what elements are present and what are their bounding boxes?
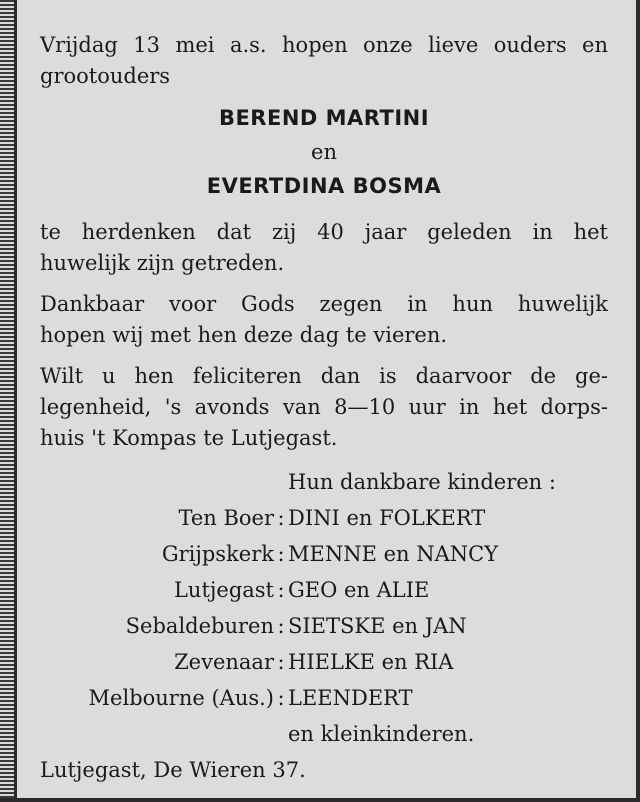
child-names: GEO en ALIE: [288, 578, 430, 602]
left-border-rule: [14, 0, 17, 802]
child-names: SIETSKE en JAN: [288, 614, 467, 638]
husband-name: BEREND MARTINI: [218, 106, 430, 130]
anniversary-paragraph: [40, 217, 608, 279]
child-place: Melbourne (Aus.): [88, 686, 274, 710]
reception-paragraph: [40, 361, 608, 454]
intro-line-2: grootouders: [40, 64, 171, 88]
child-colon: :: [277, 578, 285, 602]
list-item: [40, 572, 608, 608]
anniversary-line-1: te herdenken dat zij 40 jaar geleden in het: [40, 220, 608, 244]
child-colon: :: [277, 650, 285, 674]
couple-names: [40, 101, 608, 203]
address-line: Lutjegast, De Wieren 37.: [40, 758, 306, 782]
list-item: [40, 680, 608, 716]
anniversary-line-2: huwelijk zijn getreden.: [40, 251, 285, 275]
reception-line-1: Wilt u hen feliciteren dan is daarvoor de ge-: [40, 364, 608, 388]
child-colon: :: [277, 542, 285, 566]
child-names: HIELKE en RIA: [288, 650, 454, 674]
right-border-rule: [636, 0, 640, 802]
child-names: DINI en FOLKERT: [288, 506, 486, 530]
child-place: Ten Boer: [178, 506, 274, 530]
bottom-border-rule: [0, 798, 640, 802]
child-colon: :: [277, 686, 285, 710]
children-header: Hun dankbare kinderen :: [288, 470, 556, 494]
list-item: [40, 644, 608, 680]
children-list: [40, 500, 608, 716]
thanks-paragraph: [40, 289, 608, 351]
child-place: Grijpskerk: [161, 542, 274, 566]
grandchildren-line: en kleinkinderen.: [288, 722, 475, 746]
child-place: Sebaldeburen: [125, 614, 274, 638]
intro-line-1: Vrijdag 13 mei a.s. hopen onze lieve ouders en: [40, 33, 608, 57]
reception-line-3: huis 't Kompas te Lutjegast.: [40, 426, 338, 450]
wife-name: EVERTDINA BOSMA: [206, 174, 442, 198]
thanks-line-2: hopen wij met hen deze dag te vieren.: [40, 323, 448, 347]
child-colon: :: [277, 614, 285, 638]
list-item: [40, 608, 608, 644]
child-colon: :: [277, 506, 285, 530]
thanks-line-1: Dankbaar voor Gods zegen in hun huwelijk: [40, 292, 608, 316]
left-border-decoration: [0, 0, 14, 802]
couple-connector: en: [311, 140, 337, 164]
child-names: MENNE en NANCY: [288, 542, 499, 566]
reception-line-2: legenheid, 's avonds van 8—10 uur in het dorps-: [40, 395, 608, 419]
child-place: Zevenaar: [174, 650, 274, 674]
list-item: [40, 500, 608, 536]
child-place: Lutjegast: [173, 578, 274, 602]
announcement-text: [40, 30, 608, 788]
child-names: LEENDERT: [288, 686, 413, 710]
list-item: [40, 536, 608, 572]
